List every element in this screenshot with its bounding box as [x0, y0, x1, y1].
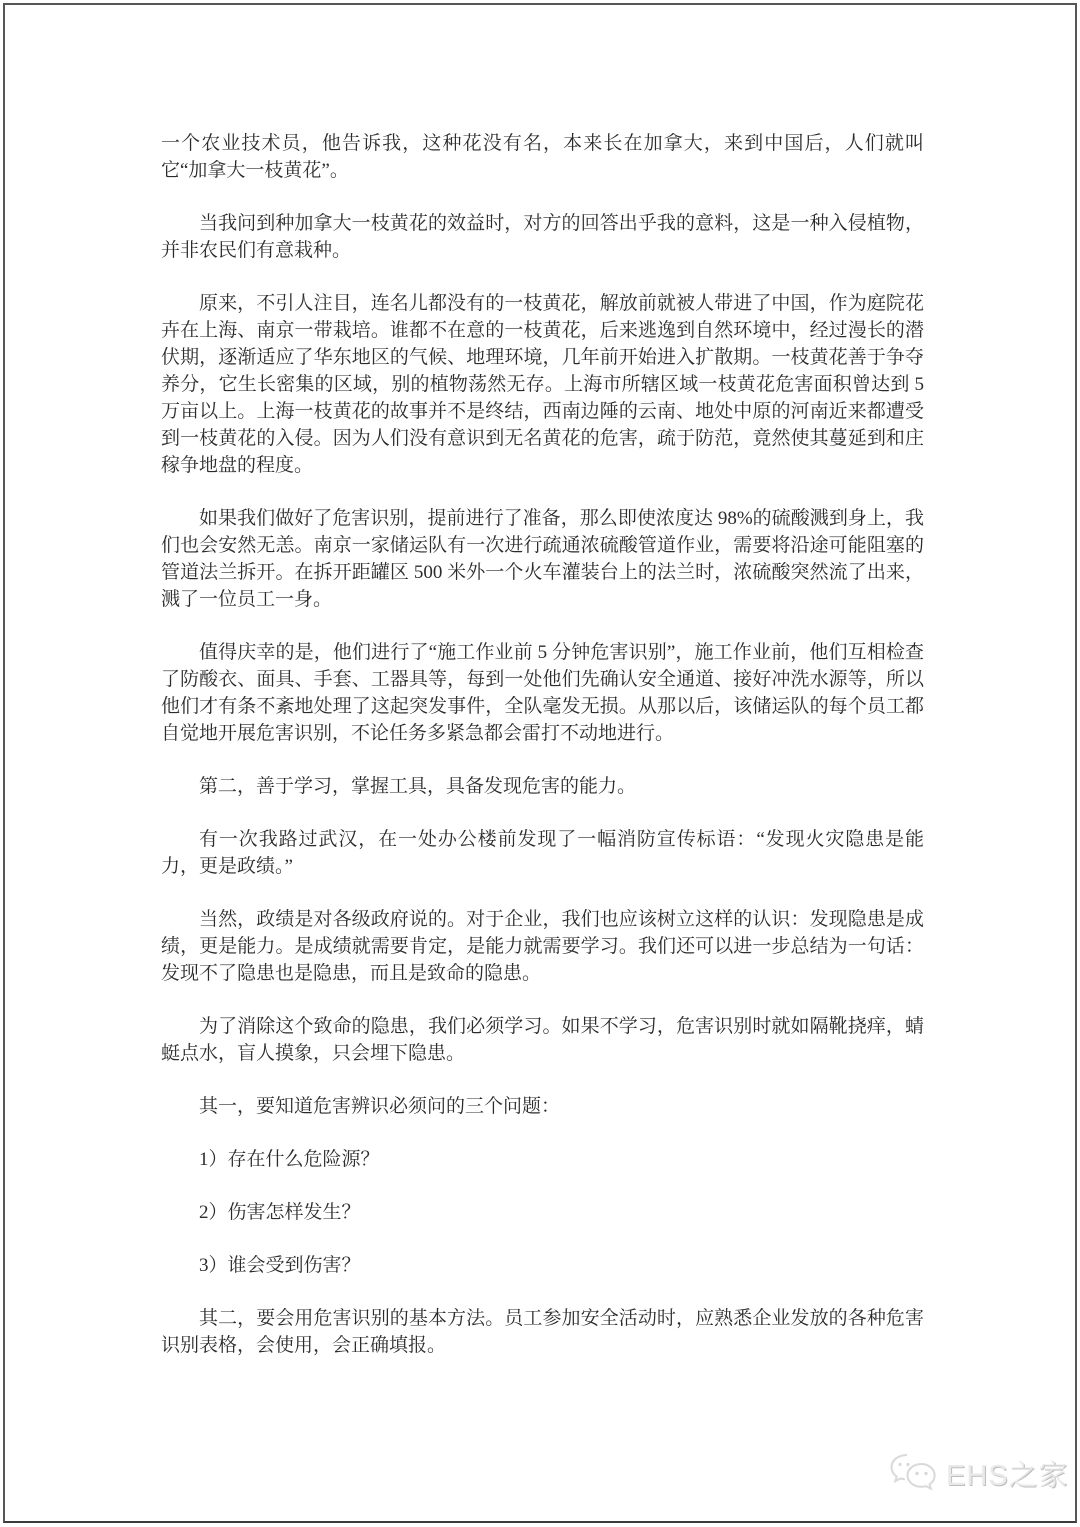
paragraph: 如果我们做好了危害识别，提前进行了准备，那么即使浓度达 98%的硫酸溅到身上，我们也会安然无恙。南京一家储运队有一次进行疏通浓硫酸管道作业，需要将沿途可能阻塞的管道法兰拆开。在拆开距罐区 500 米外一个火车灌装台上的法兰时，浓硫酸突然流了出来，溅了一位员工一身。 [161, 508, 924, 610]
watermark [888, 1452, 1069, 1494]
paragraph: 第二，善于学习，掌握工具，具备发现危害的能力。 [199, 776, 637, 797]
paragraph: 值得庆幸的是，他们进行了“施工作业前 5 分钟危害识别”，施工作业前，他们互相检查了防酸衣、面具、手套、工器具等，每到一处他们先确认安全通道、接好冲洗水源等，所以他们才有条不紊地处理了这起突发事件，全队毫发无损。从那以后，该储运队的每个员工都自觉地开展危害识别，不论任务多紧急都会雷打不动地进行。 [161, 642, 924, 744]
watermark-label: EHS之家 [946, 1459, 1069, 1492]
list-item-question-2: 2）伤害怎样发生？ [199, 1202, 361, 1223]
document-body [161, 130, 924, 1385]
list-item-question-3: 3）谁会受到伤害？ [199, 1255, 361, 1276]
paragraph: 当我问到种加拿大一枝黄花的效益时，对方的回答出乎我的意料，这是一种入侵植物，并非农民们有意栽种。 [161, 213, 924, 261]
paragraph: 为了消除这个致命的隐患，我们必须学习。如果不学习，危害识别时就如隔靴挠痒，蜻蜓点水，盲人摸象，只会埋下隐患。 [161, 1016, 924, 1064]
paragraph: 其二，要会用危害识别的基本方法。员工参加安全活动时，应熟悉企业发放的各种危害识别表格，会使用，会正确填报。 [161, 1308, 924, 1356]
paragraph: 其一，要知道危害辨识必须问的三个问题： [199, 1096, 561, 1117]
wechat-icon [888, 1452, 940, 1494]
paragraph: 一个农业技术员，他告诉我，这种花没有名，本来长在加拿大，来到中国后，人们就叫它“加拿大一枝黄花”。 [161, 133, 924, 181]
paragraph: 原来，不引人注目，连名儿都没有的一枝黄花，解放前就被人带进了中国，作为庭院花卉在上海、南京一带栽培。谁都不在意的一枝黄花，后来逃逸到自然环境中，经过漫长的潜伏期，逐渐适应了华东地区的气候、地理环境，几年前开始进入扩散期。一枝黄花善于争夺养分，它生长密集的区域，别的植物荡然无存。上海市所辖区域一枝黄花危害面积曾达到 5 万亩以上。上海一枝黄花的故事并不是终结，西南边陲的云南、地处中原的河南近来都遭受到一枝黄花的入侵。因为人们没有意识到无名黄花的危害，疏于防范，竟然使其蔓延到和庄稼争地盘的程度。 [161, 293, 924, 476]
list-item-question-1: 1）存在什么危险源？ [199, 1149, 380, 1170]
paragraph: 有一次我路过武汉，在一处办公楼前发现了一幅消防宣传标语：“发现火灾隐患是能力，更是政绩。” [161, 829, 924, 877]
paragraph: 当然，政绩是对各级政府说的。对于企业，我们也应该树立这样的认识：发现隐患是成绩，更是能力。是成绩就需要肯定，是能力就需要学习。我们还可以进一步总结为一句话：发现不了隐患也是隐患，而且是致命的隐患。 [161, 909, 924, 984]
